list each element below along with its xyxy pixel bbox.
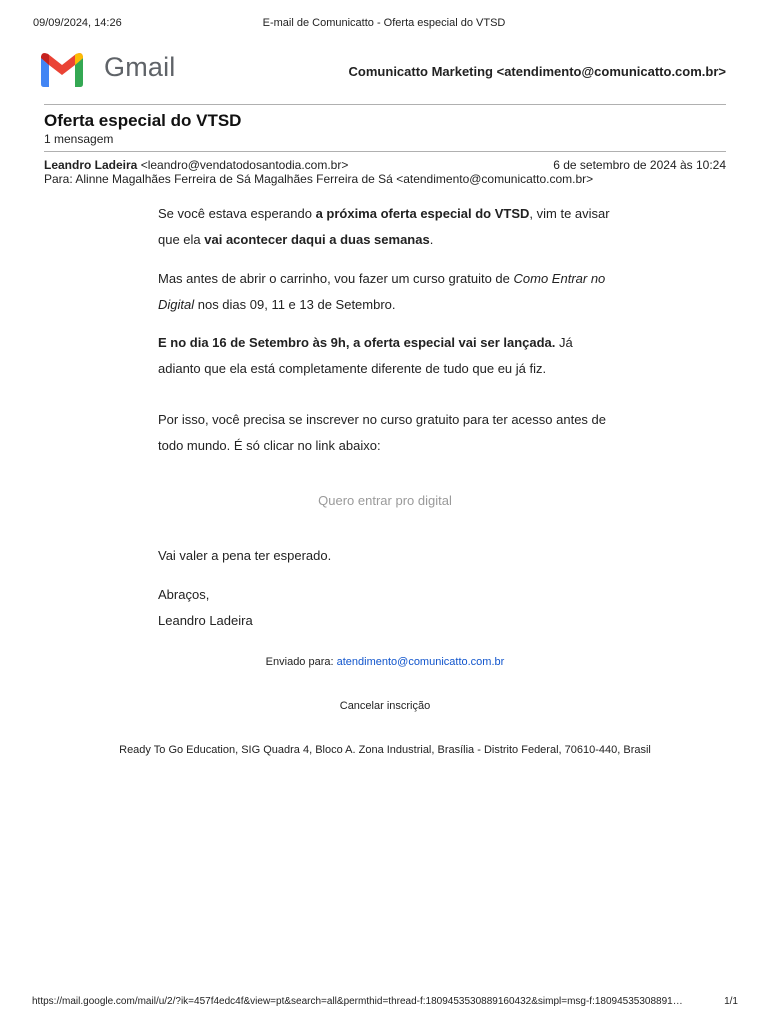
gmail-wordmark: Gmail xyxy=(104,52,176,82)
recipient-line: Para: Alinne Magalhães Ferreira de Sá Magalhães Ferreira de Sá <atendimento@comunicatto.com.br> xyxy=(44,172,594,186)
body-paragraph-1: Se você estava esperando a próxima oferta especial do VTSD, vim te avisar que ela vai acontecer daqui a duas semanas. xyxy=(158,206,610,247)
body-paragraph-5: Vai valer a pena ter esperado. xyxy=(158,548,332,563)
company-address: Ready To Go Education, SIG Quadra 4, Bloco A. Zona Industrial, Brasília - Distrito Federal, 70610-440, Brasil xyxy=(119,744,651,756)
header-divider xyxy=(44,104,726,105)
email-date: 6 de setembro de 2024 às 10:24 xyxy=(553,158,726,172)
body-paragraph-4: Por isso, você precisa se inscrever no curso gratuito para ter acesso antes de todo mundo. É só clicar no link abaixo: xyxy=(158,412,606,453)
message-count: 1 mensagem xyxy=(44,132,114,146)
signature: Leandro Ladeira xyxy=(158,613,253,628)
gmail-m-icon xyxy=(38,50,86,88)
closing: Abraços, xyxy=(158,587,210,602)
print-page-title: E-mail de Comunicatto - Oferta especial do VTSD xyxy=(262,17,506,29)
body-paragraph-3: E no dia 16 de Setembro às 9h, a oferta especial vai ser lançada. Já adianto que ela está completamente diferente de tudo que eu já fiz. xyxy=(158,335,573,376)
sender-email[interactable]: <leandro@vendatodosantodia.com.br> xyxy=(140,158,349,172)
sender-line xyxy=(44,158,348,172)
page-number: 1/1 xyxy=(724,996,738,1007)
sent-to-line: Enviado para: atendimento@comunicatto.com.br xyxy=(265,656,505,668)
unsubscribe-link[interactable]: Cancelar inscrição xyxy=(339,700,431,712)
print-url: https://mail.google.com/mail/u/2/?ik=457f4edc4f&view=pt&search=all&permthid=thread-f:1809453530889160432&simpl=msg-f:18094535308891… xyxy=(32,996,683,1007)
print-datetime: 09/09/2024, 14:26 xyxy=(33,17,122,29)
account-label: Comunicatto Marketing <atendimento@comunicatto.com.br> xyxy=(348,64,726,79)
body-paragraph-2: Mas antes de abrir o carrinho, vou fazer um curso gratuito de Como Entrar no Digital nos dias 09, 11 e 13 de Setembro. xyxy=(158,271,606,312)
sent-to-email-link[interactable]: atendimento@comunicatto.com.br xyxy=(336,656,505,668)
cta-link[interactable]: Quero entrar pro digital xyxy=(318,493,452,508)
email-subject: Oferta especial do VTSD xyxy=(44,111,242,130)
sender-name: Leandro Ladeira xyxy=(44,158,138,172)
subject-divider xyxy=(44,151,726,152)
